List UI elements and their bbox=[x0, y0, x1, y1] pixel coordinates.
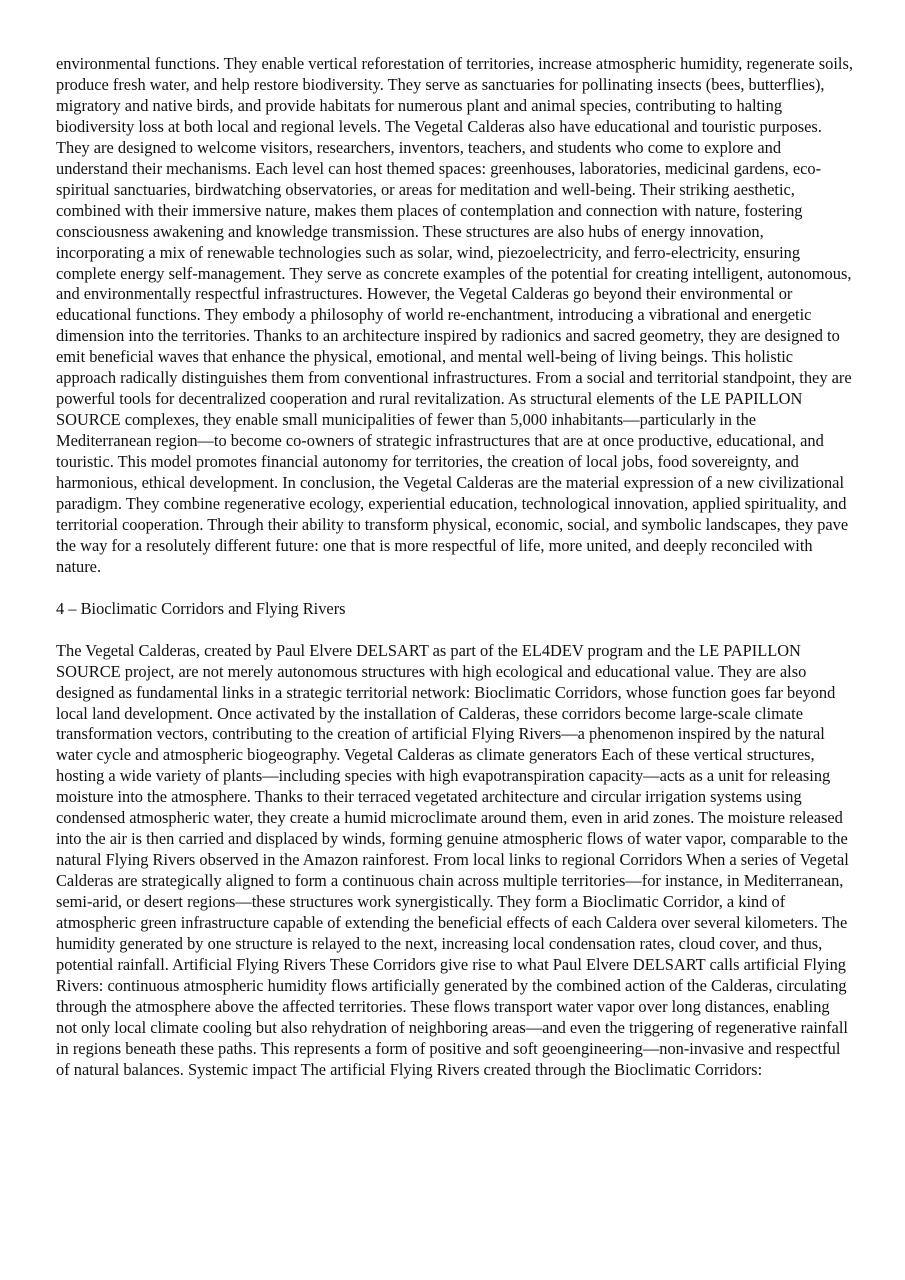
document-page bbox=[56, 54, 853, 1081]
body-paragraph-bioclimatic-corridors: The Vegetal Calderas, created by Paul Elvere DELSART as part of the EL4DEV program and the LE PAPILLON SOURCE project, are not merely autonomous structures with high ecological and educational value. They are also designed as fundamental links in a strategic territorial network: Bioclimatic Corridors, whose function goes far beyond local land development. Once activated by the installation of Calderas, these corridors become large-scale climate transformation vectors, contributing to the creation of artificial Flying Rivers—a phenomenon inspired by the natural water cycle and atmospheric biogeography. Vegetal Calderas as climate generators Each of these vertical structures, hosting a wide variety of plants—including species with high evapotranspiration capacity—acts as a unit for releasing moisture into the atmosphere. Thanks to their terraced vegetated architecture and circular irrigation systems using condensed atmospheric water, they create a humid microclimate around them, even in arid zones. The moisture released into the air is then carried and displaced by winds, forming genuine atmospheric flows of water vapor, comparable to the natural Flying Rivers observed in the Amazon rainforest. From local links to regional Corridors When a series of Vegetal Calderas are strategically aligned to form a continuous chain across multiple territories—for instance, in Mediterranean, semi-arid, or desert regions—these structures work synergistically. They form a Bioclimatic Corridor, a kind of atmospheric green infrastructure capable of extending the beneficial effects of each Caldera over several kilometers. The humidity generated by one structure is relayed to the next, increasing local condensation rates, cloud cover, and thus, potential rainfall. Artificial Flying Rivers These Corridors give rise to what Paul Elvere DELSART calls artificial Flying Rivers: continuous atmospheric humidity flows artificially generated by the combined action of the Calderas, circulating through the atmosphere above the affected territories. These flows transport water vapor over long distances, enabling not only local climate cooling but also rehydration of neighboring areas—and even the triggering of regenerative rainfall in regions beneath these paths. This represents a form of positive and soft geoengineering—non-invasive and respectful of natural balances. Systemic impact The artificial Flying Rivers created through the Bioclimatic Corridors: bbox=[56, 640, 849, 1079]
section-heading: 4 – Bioclimatic Corridors and Flying Rivers bbox=[56, 598, 346, 618]
body-paragraph-calderas-functions: environmental functions. They enable vertical reforestation of territories, increase atmospheric humidity, regenerate soils, produce fresh water, and help restore biodiversity. They serve as sanctuaries for pollinating insects (bees, butterflies), migratory and native birds, and provide habitats for numerous plant and animal species, contributing to halting biodiversity loss at both local and regional levels. The Vegetal Calderas also have educational and touristic purposes. They are designed to welcome visitors, researchers, inventors, teachers, and students who come to explore and understand their mechanisms. Each level can host themed spaces: greenhouses, laboratories, medicinal gardens, eco-spiritual sanctuaries, birdwatching observatories, or areas for meditation and well-being. Their striking aesthetic, combined with their immersive nature, makes them places of contemplation and connection with nature, fostering consciousness awakening and knowledge transmission. These structures are also hubs of energy innovation, incorporating a mix of renewable technologies such as solar, wind, piezoelectricity, and ferro-electricity, ensuring complete energy self-management. They serve as concrete examples of the potential for creating intelligent, autonomous, and environmentally respectful infrastructures. However, the Vegetal Calderas go beyond their environmental or educational functions. They embody a philosophy of world re-enchantment, introducing a vibrational and energetic dimension into the territories. Thanks to an architecture inspired by radionics and sacred geometry, they are designed to emit beneficial waves that enhance the physical, emotional, and mental well-being of living beings. This holistic approach radically distinguishes them from conventional infrastructures. From a social and territorial standpoint, they are powerful tools for decentralized cooperation and rural revitalization. As structural elements of the LE PAPILLON SOURCE complexes, they enable small municipalities of fewer than 5,000 inhabitants—particularly in the Mediterranean region—to become co-owners of strategic infrastructures that are at once productive, educational, and touristic. This model promotes financial autonomy for territories, the creation of local jobs, food sovereignty, and harmonious, ethical development. In conclusion, the Vegetal Calderas are the material expression of a new civilizational paradigm. They combine regenerative ecology, experiential education, technological innovation, applied spirituality, and territorial cooperation. Through their ability to transform physical, economic, social, and symbolic landscapes, they pave the way for a resolutely different future: one that is more respectful of life, more united, and deeply reconciled with nature. bbox=[56, 54, 853, 576]
